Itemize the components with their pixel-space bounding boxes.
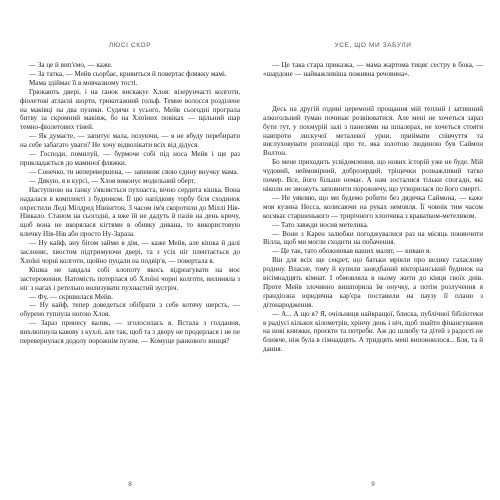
paragraph: — Вони з Карен залюбки погоджувалися раз на місяць понянчити Вілла, щоб ми могли сходити на побачення. <box>263 229 483 247</box>
paragraph: Бо мене приходить усвідомлення, що нових історій уже не буде. Мій чудовий, неймовірний, доброзердий, тріщечки розважливий татко помер. Все, його більше немає. А нам зосталися тільки спогади, які ніколи не зможуть заповнити порожнечу, що утворилася по його смерті. <box>263 158 483 193</box>
right-page-body <box>263 61 483 354</box>
paragraph: — Зараз принесу валик, — зголосилась я. Встала з голдання, вихлюпнула кавову з кухлі, але так, щоб та з двору не продерлася і не пе перевернулася додолу порожнім пузом. — Комуще ранкового винця? <box>20 319 240 346</box>
paragraph: — Тато завжди носив метелика. <box>272 220 369 229</box>
right-page <box>263 0 483 500</box>
page-number-right: 9 <box>371 481 375 488</box>
running-head-title: УСЕ, ЩО МИ ЗАБУЛИ <box>334 42 412 49</box>
paragraph: — Дякую, я в курсі, — Хлоя виконує модельний оберт. <box>29 176 196 185</box>
running-head-author: ЛЮСІ СКОР <box>108 42 152 49</box>
paragraph: — Господи, помилуй, — бурмоче собі під носа Мейв і ще раз прикладається до маминої фляжки. <box>20 150 240 167</box>
left-page <box>20 0 240 500</box>
paragraph: — Ну кайф, тепер доведеться обібрати з себе котячу шерсть, — обурено тупнула ногою Хлоя. <box>20 301 240 319</box>
left-page-body <box>20 61 240 346</box>
paragraph: Кішка не завдала собі клопоту якось відреагувати на моє застереження. Натомість потерлася об Хлоїні чорні колготи, вилиняла з ніг з нагах і ретельно вилизувати пухнастий зустріч. <box>20 265 240 292</box>
paragraph: Наступною на ґанку з'являється пухнаста, вічно сердита кішка. Вона надалася в комплекті з будинком. Її цю напідкову торбу біля сходинок охрестили Леді Мілдред Нівінґтон. З часом ім'я скоротили до Міллі Нів-Нівкало. Станом на сьогодні, а вже їй не дадуть й пазів на день кричу, щоб вона не вкорялася кігтями в обивку дивана, то використовую кличку Нів-Нів або просто Ну-Зараза. <box>20 185 240 239</box>
paragraph: — Як думаєте, — запитує мала, позуючи, — я не вбуду перебирати на себе забагато уваги? Не хочу відволікати всіх від дідуся. <box>20 132 240 150</box>
paragraph: — Ну кайф, ану бігом займи в дім, — каже Мейв, але кішка й далі заслоняє, хвостом підтримуючи двері, та з усіх ніг плентається до Хлоїні чорні колготи, щойно пуцали на подвір'я, — повертала я. <box>20 239 240 265</box>
paragraph: — Це так, тато обожнював ваших малят, — киваю я. <box>272 247 431 256</box>
paragraph: — Фу, — скривилася Мейв. <box>29 292 113 301</box>
paragraph: — Не уявляю, що ми будемо робити без дядечка Саймона, — каже моя кузина Несса, колисаючи на руках немовля. Її човнік тим часом косякає старшенького — трирічного хлопчика з краватком-метеликом. <box>263 193 483 220</box>
paragraph: Грюкають двері, і на ґанок вискакує Хлоя: візерунчасті колготи, фіолетові атласні шорти, трикотажний гольф. Темне волосся розділене на маківці на два пузики. Судячи з усього, Мейв сьогодні програла битву за скромний макіяж, бо на Хлоїних повіках — щільний шар темно-фіолетових тіней. <box>20 87 240 132</box>
paragraph: Він для всіх ще секрет, що батьки мріяли про велику галасливу родину. Власне, тому й купили занедбаний вікторіанський будинок на вісімнадцять кімнат. І обмовляла в ньому жити до кінця своїх днів. Проте Мейв злочинно вишпорила їм онучку, а потім розлучення я ґрандіозна юридична кар'єра поставили на паузу її плани з дітонародження. <box>263 256 483 309</box>
section-break <box>263 79 483 105</box>
page-number-left: 8 <box>128 481 132 488</box>
paragraph: — А... А що я? Я, очільниця найкращої, блиска, публічної бібліотеки в радіусі кількох кілометрів, хрінчу день і ніч, щоб знайти фінансування на нові книжки, проєкти та потреби. Аж до шлюбу та дітей з радості не ближче, ніж була в сімнадцять. А тридцять мені виповнилося... Бля, та й дання. <box>263 309 483 354</box>
paragraph: — Це така стара приказка, — мама жартома тицяє сестру в бока, — «шардоне — найважливіша поживна речовина». <box>263 61 483 78</box>
paragraph: — За татка, — Мейв сьорбає, кривиться й повертає фляжку мамі. <box>29 69 227 78</box>
paragraph: — За це й вип'ємо, — каже. <box>29 61 113 69</box>
paragraph: Десь на другій годині церемонії прощання мій теплий і затишний алкогольний туман починає розвіюватися. Але мені не хочеться зараз бути тут, у похмурій залі з панелями на шпалерах, не хочеться стояти навпроти лискучої металевої урни, приймати співчуття та вислуховувати розповіді про те, яка золотою людиною був Саймон Волтон. <box>263 104 483 158</box>
paragraph: Мама здіймає її в мовчазному тості. <box>29 78 138 87</box>
paragraph: — Сонечко, ти неперевершена, — запевняє свою єдину внучку мама. <box>29 167 239 176</box>
